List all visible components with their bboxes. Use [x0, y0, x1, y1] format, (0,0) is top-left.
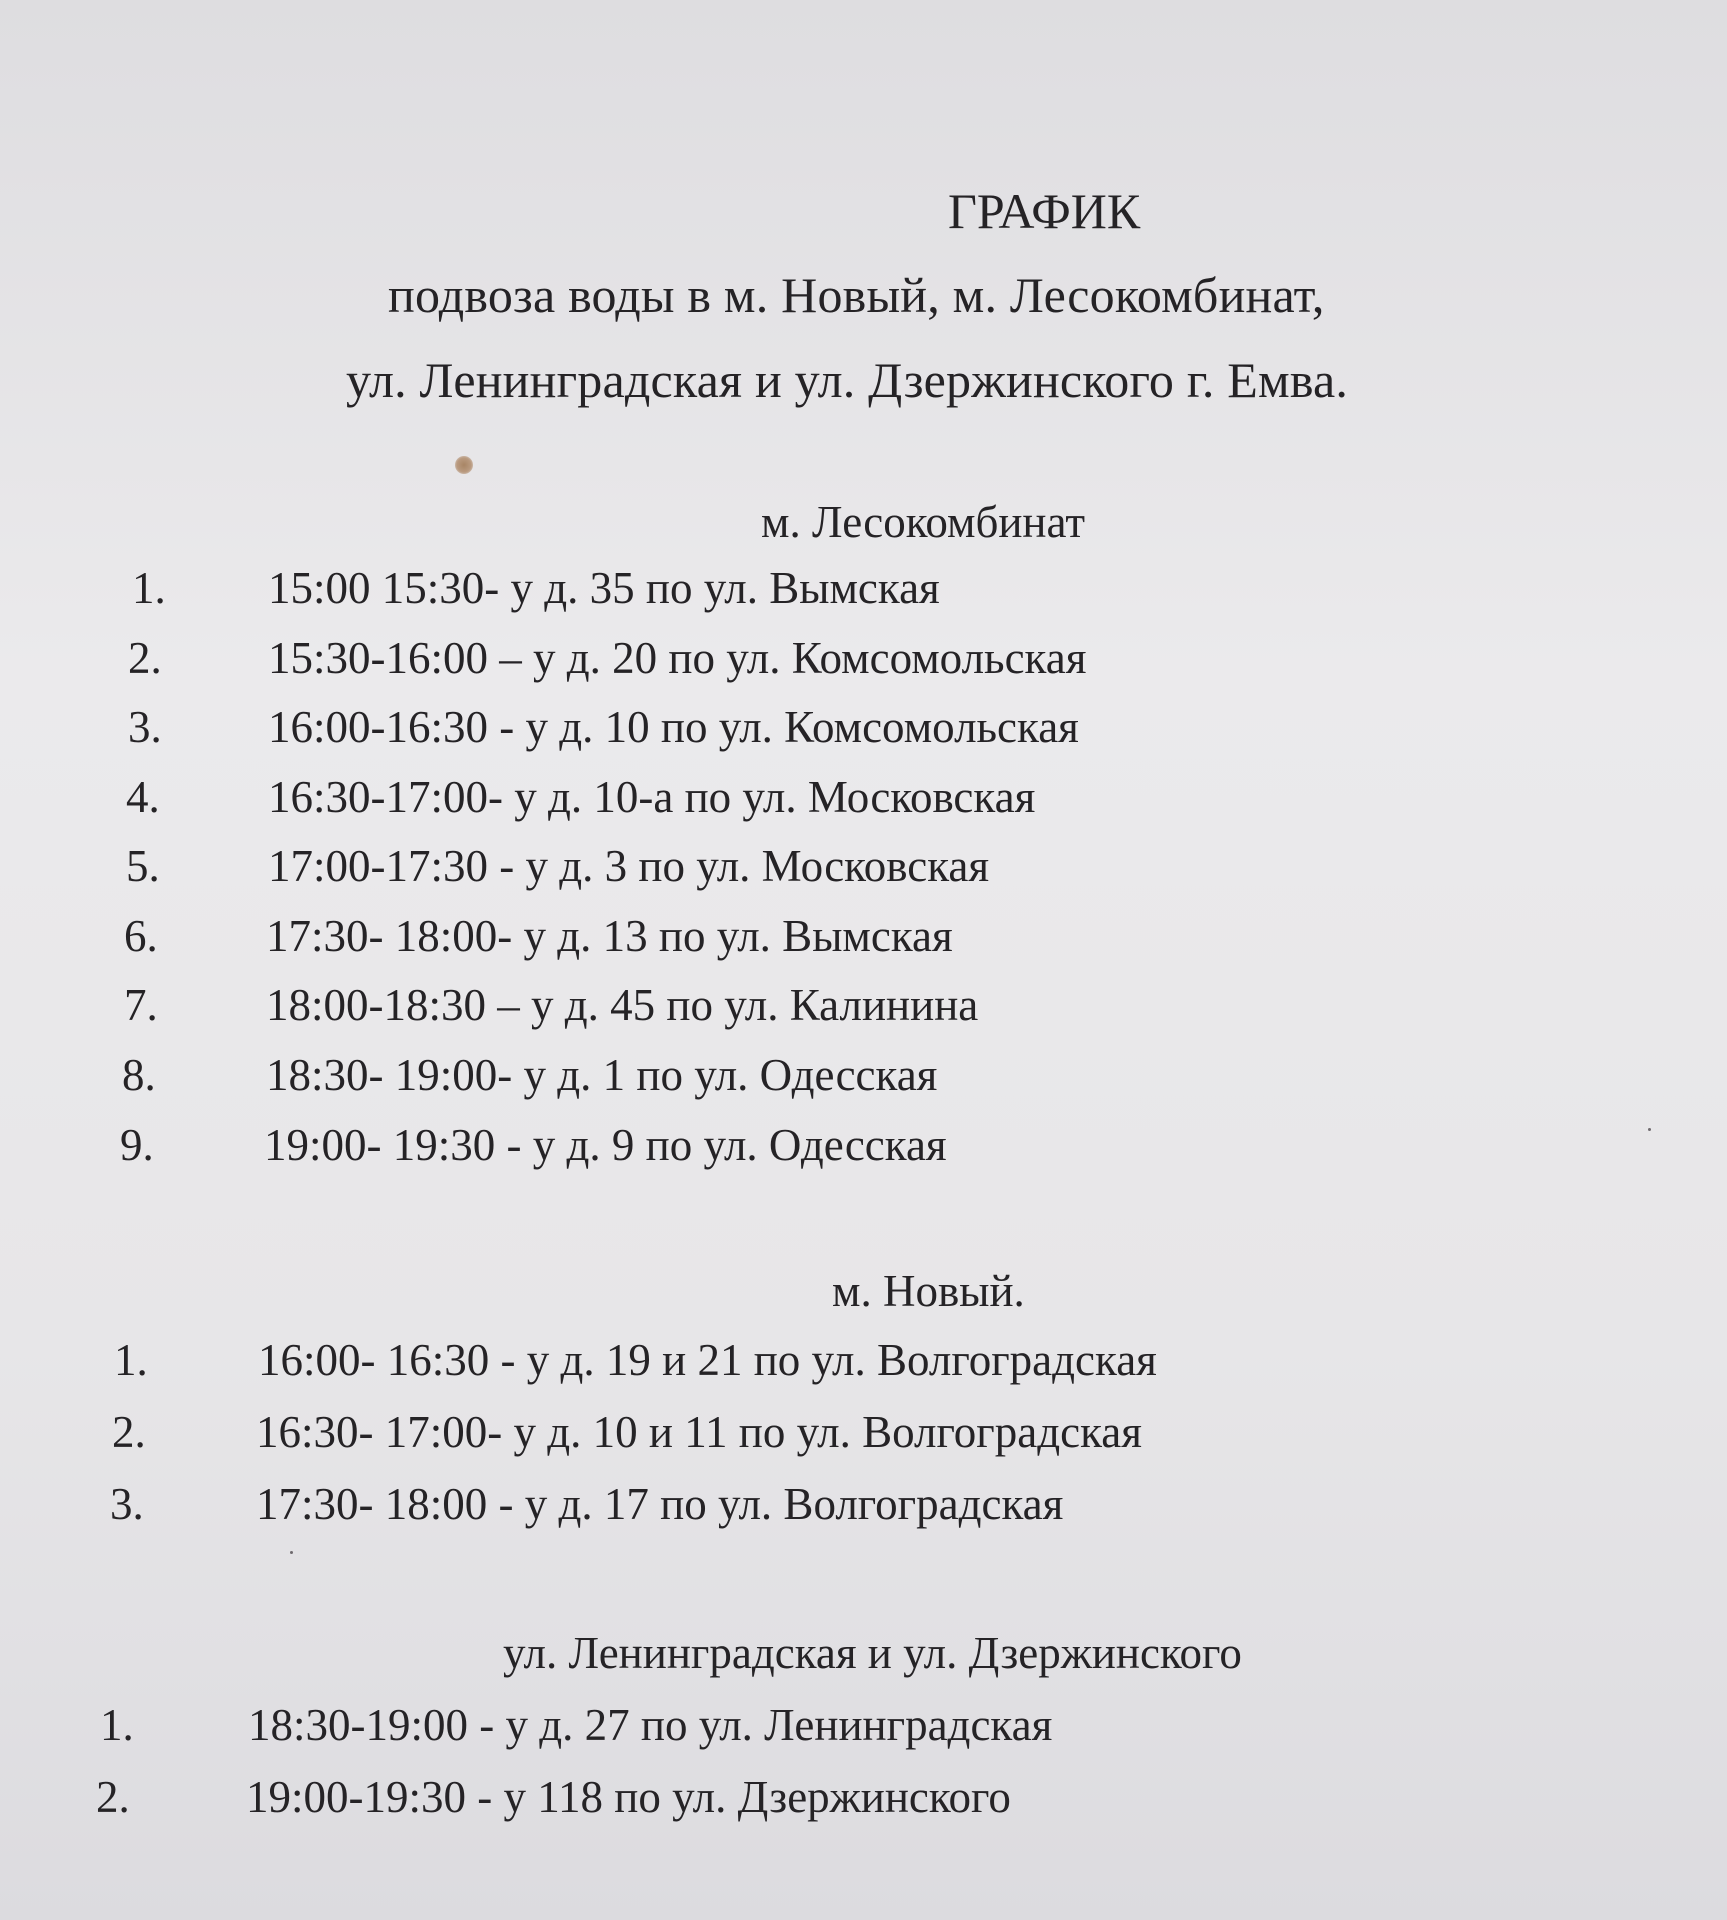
list-item-number: 3.	[128, 702, 162, 752]
list-item-number: 1.	[100, 1700, 134, 1750]
list-item-number: 5.	[126, 841, 160, 891]
section-title-leningradskaya-dzerzhinskogo: ул. Ленинградская и ул. Дзержинского	[503, 1628, 1242, 1678]
list-item-text: 16:30- 17:00- у д. 10 и 11 по ул. Волгоградская	[256, 1407, 1142, 1457]
section-title-novyi: м. Новый.	[832, 1266, 1025, 1316]
list-item-text: 17:30- 18:00- у д. 13 по ул. Вымская	[266, 911, 953, 961]
paper-stain	[455, 456, 473, 474]
document-subtitle-line-2: ул. Ленинградская и ул. Дзержинского г. Емва.	[346, 352, 1349, 408]
paper-speck	[290, 1551, 293, 1554]
list-item-number: 1.	[132, 563, 166, 613]
list-item-number: 6.	[124, 911, 158, 961]
list-item-text: 18:30- 19:00- у д. 1 по ул. Одесская	[266, 1050, 938, 1100]
list-item-number: 8.	[122, 1050, 156, 1100]
list-item-text: 16:00- 16:30 - у д. 19 и 21 по ул. Волгоградская	[258, 1335, 1157, 1385]
list-item-text: 16:30-17:00- у д. 10-а по ул. Московская	[268, 772, 1036, 822]
list-item-text: 18:30-19:00 - у д. 27 по ул. Ленинградская	[248, 1700, 1053, 1750]
paper-speck	[1648, 1128, 1651, 1131]
section-title-lesokombinat: м. Лесокомбинат	[761, 497, 1085, 547]
list-item-number: 7.	[124, 980, 158, 1030]
list-item-text: 19:00- 19:30 - у д. 9 по ул. Одесская	[264, 1120, 947, 1170]
list-item-number: 2.	[112, 1407, 146, 1457]
list-item-text: 17:00-17:30 - у д. 3 по ул. Московская	[268, 841, 990, 891]
list-item-text: 15:30-16:00 – у д. 20 по ул. Комсомольская	[268, 633, 1087, 683]
document-title: ГРАФИК	[948, 183, 1141, 239]
list-item-text: 17:30- 18:00 - у д. 17 по ул. Волгоградская	[256, 1479, 1064, 1529]
list-item-number: 4.	[126, 772, 160, 822]
list-item-text: 16:00-16:30 - у д. 10 по ул. Комсомольская	[268, 702, 1079, 752]
list-item-number: 3.	[110, 1479, 144, 1529]
list-item-number: 2.	[96, 1772, 130, 1822]
list-item-text: 15:00 15:30- у д. 35 по ул. Вымская	[268, 563, 940, 613]
list-item-number: 9.	[120, 1120, 154, 1170]
list-item-number: 2.	[128, 633, 162, 683]
list-item-text: 18:00-18:30 – у д. 45 по ул. Калинина	[266, 980, 979, 1030]
document-subtitle-line-1: подвоза воды в м. Новый, м. Лесокомбинат,	[388, 267, 1325, 323]
list-item-text: 19:00-19:30 - у 118 по ул. Дзержинского	[246, 1772, 1011, 1822]
list-item-number: 1.	[114, 1335, 148, 1385]
